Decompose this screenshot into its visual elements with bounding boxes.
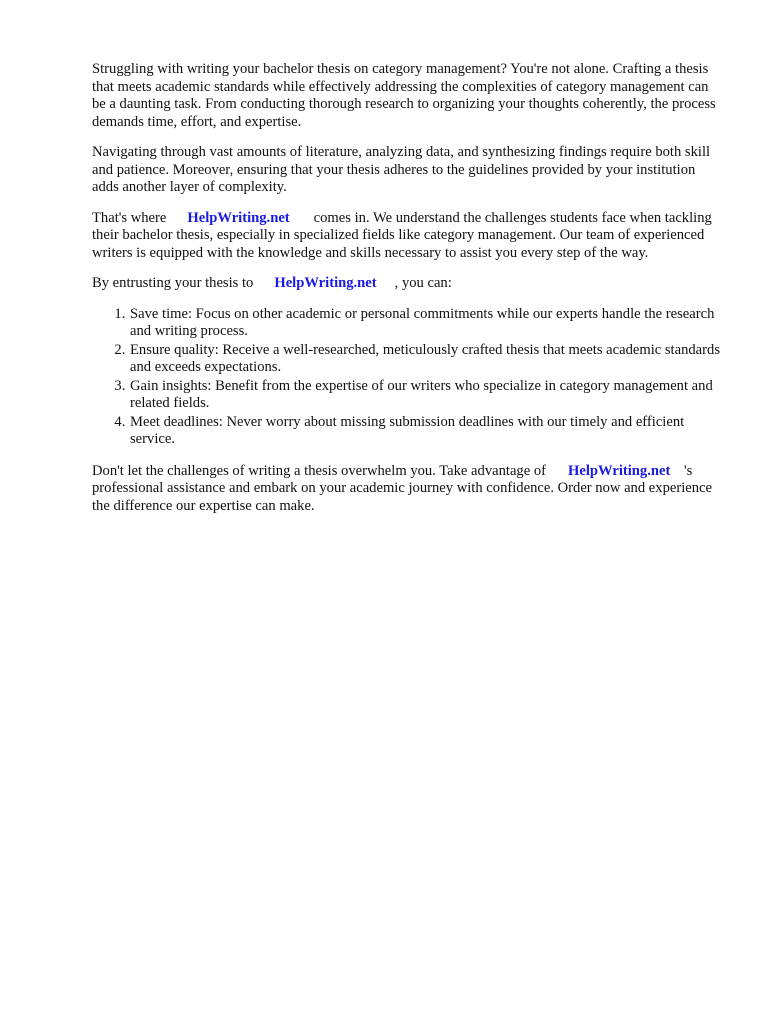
list-item: 2. Ensure quality: Receive a well-researched, meticulously crafted thesis that meets academic standards and exceeds expectations.: [129, 342, 724, 377]
intro-paragraph: Struggling with writing your bachelor thesis on category management? You're not alone. Crafting a thesis that meets academic standards while effectively addressing the complexities of category management can be a daunting task. From conducting thorough research to organizing your thoughts coherently, the process demands time, effort, and expertise.: [92, 61, 716, 130]
list-item: 1. Save time: Focus on other academic or personal commitments while our experts handle the research and writing process.: [129, 306, 724, 341]
service-text-before: That's where: [92, 209, 167, 226]
challenge-paragraph: Navigating through vast amounts of literature, analyzing data, and synthesizing findings require both skill and patience. Moreover, ensuring that your thesis adheres to the guidelines provided by your institution adds another layer of complexity.: [92, 144, 711, 195]
list-item: 3. Gain insights: Benefit from the expertise of our writers who specialize in category management and related fields.: [129, 378, 724, 413]
document-body: [92, 61, 724, 528]
closing-text-before: Don't let the challenges of writing a thesis overwhelm you. Take advantage of: [92, 462, 547, 479]
closing-paragraph: [92, 463, 724, 516]
benefits-intro-paragraph: [92, 275, 724, 293]
service-paragraph: [92, 210, 724, 263]
closing-text-after: 's professional assistance and embark on your academic journey with confidence. Order now and experience the difference our expertise can make.: [92, 462, 712, 514]
helpwriting-link-1[interactable]: HelpWriting.net: [187, 209, 290, 226]
benefits-text-before: By entrusting your thesis to: [92, 275, 254, 291]
helpwriting-link-3[interactable]: HelpWriting.net: [568, 462, 671, 479]
helpwriting-link-2[interactable]: HelpWriting.net: [274, 275, 377, 291]
list-item: 4. Meet deadlines: Never worry about missing submission deadlines with our timely and efficient service.: [129, 414, 724, 449]
benefits-text-after: , you can:: [394, 275, 452, 291]
service-text-after: comes in. We understand the challenges students face when tackling their bachelor thesis, especially in specialized fields like category management. Our team of experienced writers is equipped with the knowledge and skills necessary to assist you every step of the way.: [92, 209, 712, 261]
benefits-list: [92, 306, 724, 449]
